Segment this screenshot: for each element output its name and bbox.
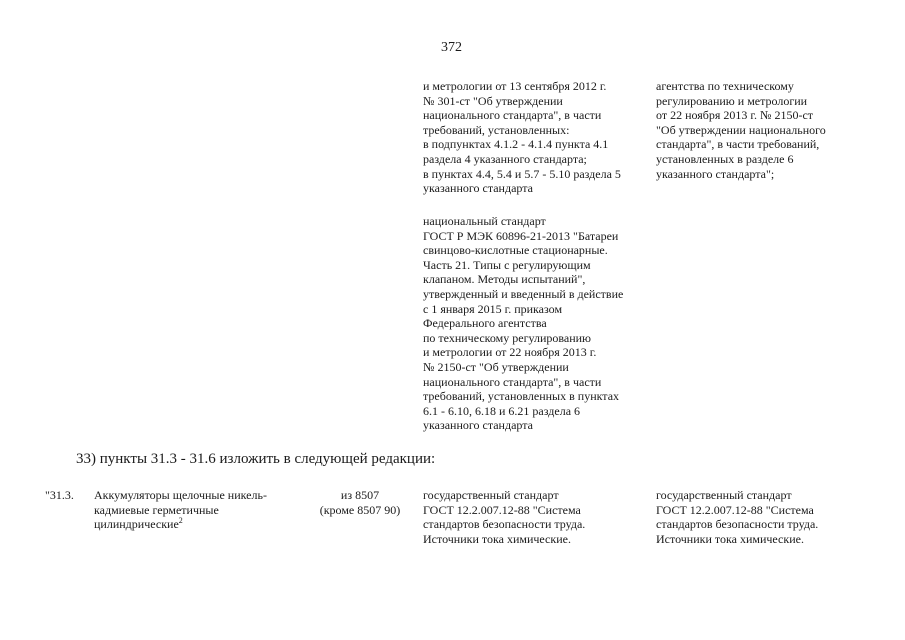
page-number: 372 — [441, 40, 462, 55]
middle-column-standard-block: национальный стандарт ГОСТ Р МЭК 60896-21-2013 "Батареи свинцово-кислотные стационарные. Часть 21. Типы с регулирующим клапаном. Методы испытаний", утвержденный и введенный в действие с 1 января 2015 г. приказом Федерального агентства по техническому регулированию и метрологии от 22 ноября 2013 г. № 2150-ст "Об утверждении национального стандарта", в части требований, установленных в пунктах 6.1 - 6.10, 6.18 и 6.21 раздела 6 указанного стандарта — [423, 214, 624, 433]
middle-column-text-block: и метрологии от 13 сентября 2012 г. № 301-ст "Об утверждении национального стандарта", в части требований, установленных: в подпунктах 4.1.2 - 4.1.4 пункта 4.1 раздела 4 указанного стандарта; в пунктах 4.4, 5.4 и 5.7 - 5.10 раздела 5 указанного стандарта — [423, 79, 621, 196]
tnved-code-cell: из 8507 (кроме 8507 90) — [319, 488, 401, 517]
product-name: Аккумуляторы щелочные никель- кадмиевые герметичные цилиндрические — [94, 488, 267, 532]
standard-cell-right: государственный стандарт ГОСТ 12.2.007.12-88 "Система стандартов безопасности труда. Источники тока химические. — [656, 488, 819, 546]
row-number: "31.3. — [45, 488, 74, 502]
standard-cell-middle: государственный стандарт ГОСТ 12.2.007.12-88 "Система стандартов безопасности труда. Источники тока химические. — [423, 488, 586, 546]
right-column-text-block: агентства по техническому регулированию и метрологии от 22 ноября 2013 г. № 2150-ст "Об утверждении национального стандарта", в части требований, установленных в разделе 6 указанного стандарта"; — [656, 79, 826, 181]
amendment-instruction: 33) пункты 31.3 - 31.6 изложить в следующей редакции: — [76, 451, 436, 467]
footnote-mark: 2 — [178, 516, 183, 526]
product-name-cell — [94, 488, 304, 532]
